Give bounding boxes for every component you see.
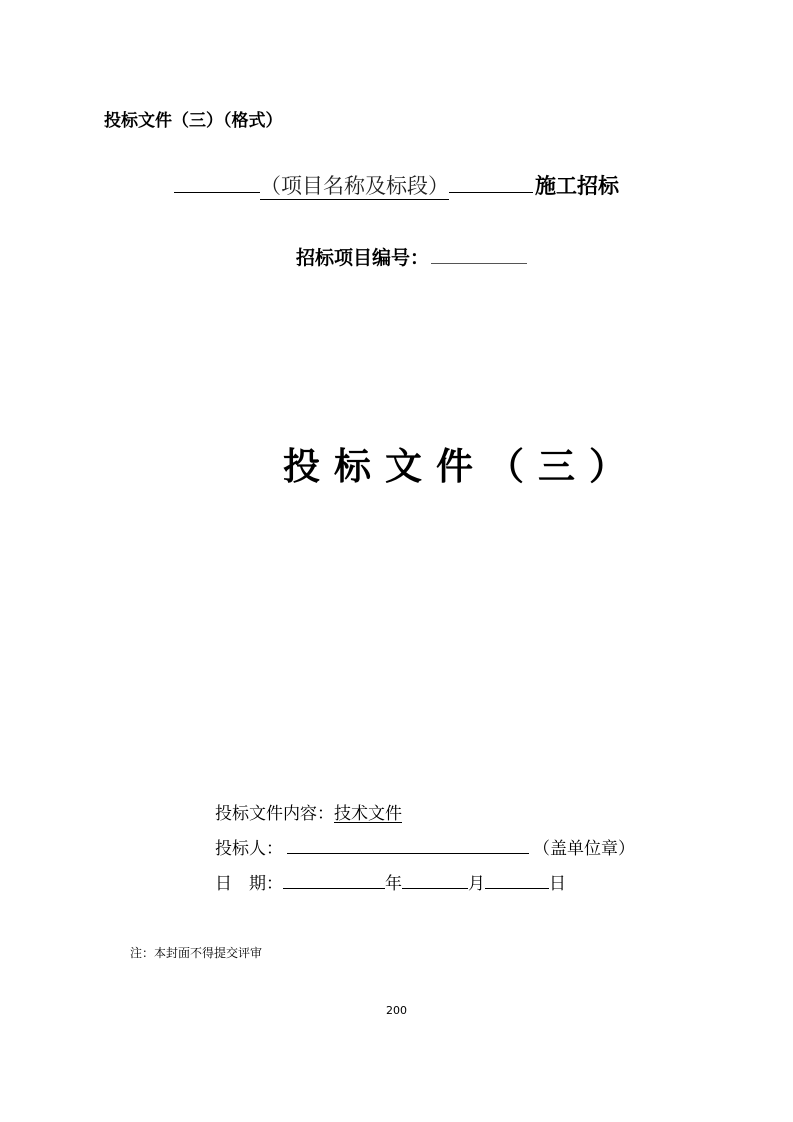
content-value: 技术文件 <box>334 804 402 824</box>
bidder-blank <box>287 852 529 854</box>
date-line <box>215 869 566 894</box>
page-number: 200 <box>386 1004 407 1017</box>
project-number-blank <box>431 262 527 264</box>
footnote: 注：本封面不得提交评审 <box>130 946 263 960</box>
format-heading: 投标文件（三）（格式） <box>104 111 283 131</box>
content-label: 投标文件内容： <box>215 804 334 824</box>
bidder-line <box>215 834 635 859</box>
date-label-1: 日 <box>215 874 232 894</box>
day-label: 日 <box>549 874 566 894</box>
month-label: 月 <box>468 874 485 894</box>
project-title-line <box>174 170 619 200</box>
project-number-line <box>296 243 527 270</box>
project-title-suffix: 施工招标 <box>535 174 619 198</box>
underline-blank <box>449 191 533 193</box>
year-label: 年 <box>385 874 402 894</box>
project-number-label: 招标项目编号： <box>296 247 430 269</box>
year-blank <box>283 887 385 889</box>
bidder-suffix: （盖单位章） <box>533 839 635 859</box>
day-blank <box>485 887 549 889</box>
date-label-2: 期： <box>249 874 283 894</box>
content-line <box>215 799 402 824</box>
bidder-label: 投标人： <box>215 839 283 859</box>
main-title: 投标文件（三） <box>283 445 640 488</box>
month-blank <box>402 887 468 889</box>
project-name-placeholder: （项目名称及标段） <box>260 174 449 198</box>
underline-blank <box>174 191 260 193</box>
